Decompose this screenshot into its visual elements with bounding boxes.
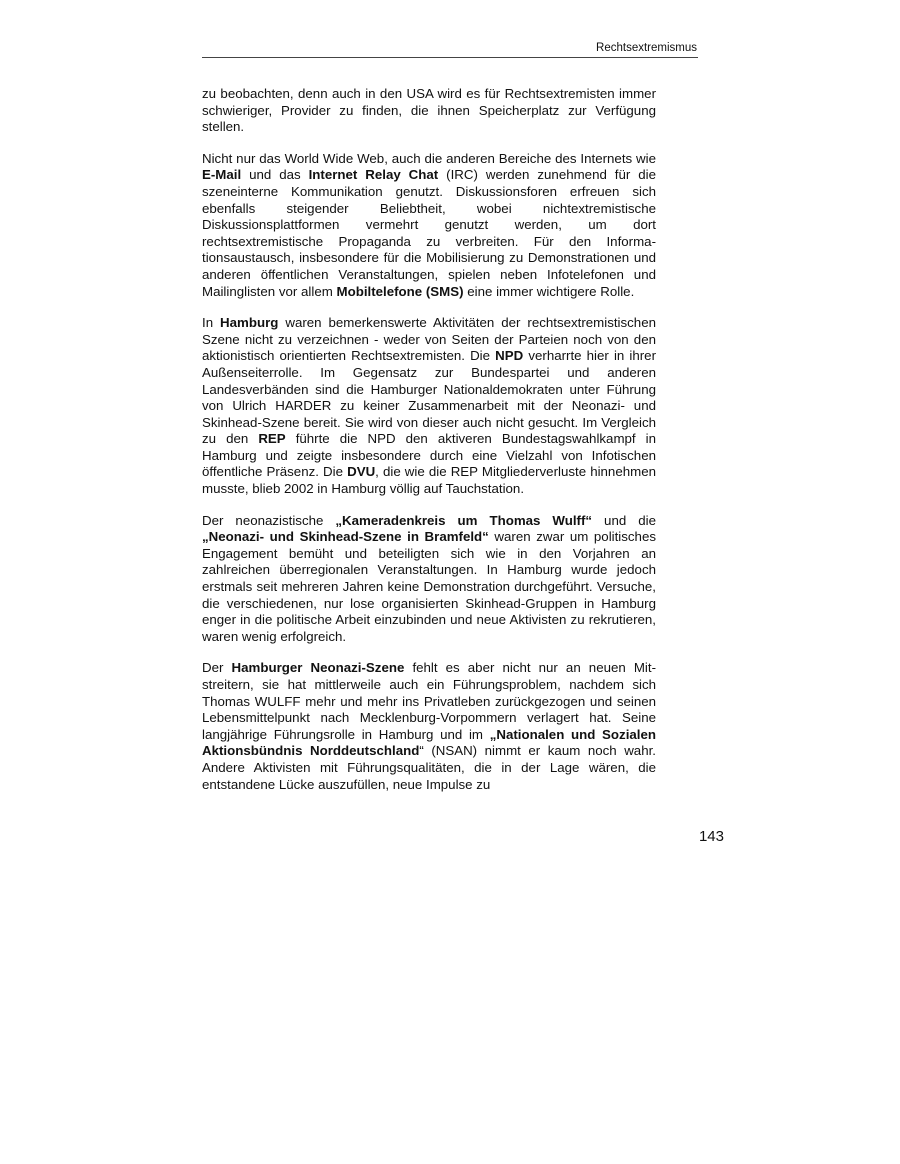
emphasis-npd: NPD bbox=[495, 348, 524, 364]
emphasis-hamburg: Hamburg bbox=[220, 315, 279, 331]
paragraph-4 bbox=[202, 513, 656, 646]
emphasis-bramfeld: „Neonazi- und Skinhead-Szene in Bramfeld“ bbox=[202, 529, 489, 545]
emphasis-irc: Internet Relay Chat bbox=[308, 167, 439, 183]
paragraph-1 bbox=[202, 86, 656, 136]
text-run: zu beobachten, denn auch in den USA wird es für Rechtsextremisten immer schwieriger, Provider zu finden, die ihnen Speicherplatz zur Verfügung stellen. bbox=[202, 86, 656, 135]
emphasis-rep: REP bbox=[258, 431, 286, 447]
emphasis-sms: Mobiltelefone (SMS) bbox=[336, 283, 464, 299]
text-run: Der neonazistische bbox=[202, 512, 336, 528]
paragraph-3 bbox=[202, 315, 656, 498]
paragraph-2 bbox=[202, 151, 656, 300]
text-run: “ (NSAN) nimmt er kaum noch wahr. Andere Aktivisten mit Führungsqualitäten, die in der Lage wären, die entstandene Lücke auszufüllen, neue Impulse zu bbox=[202, 743, 656, 792]
running-header bbox=[202, 41, 698, 58]
text-run: waren bemerkenswerte Aktivitäten der rechtsextremistischen Szene nicht zu verzeichnen - weder von Seiten der Parteien noch von den aktionistisch orientierten Rechtsextremisten. Die bbox=[202, 315, 656, 364]
emphasis-email: E-Mail bbox=[202, 167, 242, 183]
text-run: Nicht nur das World Wide Web, auch die anderen Bereiche des Internets wie bbox=[202, 150, 656, 166]
text-run: und das bbox=[241, 167, 309, 183]
header-title: Rechtsextremismus bbox=[596, 42, 697, 54]
text-run: Der bbox=[202, 660, 232, 676]
body-text bbox=[202, 86, 656, 808]
text-run: In bbox=[202, 315, 221, 331]
emphasis-kameradenkreis: „Kameradenkreis um Thomas Wulff“ bbox=[335, 512, 593, 528]
text-run: fehlt es aber nicht nur an neuen Mitstreitern, sie hat mittlerweile auch ein Führungsproblem, nachdem sich Thomas WULFF mehr und mehr ins Privatleben zurückgezogen und seinen Lebensmittelpunkt nach Mecklenburg-Vorpommern verlagert hat. Seine langjährige Führungsrolle in Hamburg und im bbox=[202, 660, 657, 742]
text-run: verharrte hier in ihrer Außenseiterrolle. Im Gegensatz zur Bundespartei und anderen Landesverbänden sind die Hamburger Nationaldemokraten unter Führung von Ulrich HARDER zu keiner Zusammenarbeit mit der Neonazi- und Skinhead-Szene bereit. Sie wird von dieser auch nicht gesucht. Im Vergleich zu den bbox=[202, 348, 657, 447]
page-number: 143 bbox=[698, 828, 724, 845]
emphasis-dvu: DVU bbox=[347, 464, 376, 480]
text-run: führte die NPD den aktiveren Bundestagswahlkampf in Hamburg und zeigte insbesondere durch eine Vielzahl von Infotischen öffentliche Präsenz. Die bbox=[202, 431, 656, 480]
text-run: , die wie die REP Mitgliederverluste hinnehmen musste, blieb 2002 in Hamburg völlig auf Tauchstation. bbox=[202, 464, 656, 497]
text-run: (IRC) werden zunehmend für die szeneinterne Kommunikation genutzt. Diskussionsforen erfreuen sich ebenfalls steigender Beliebtheit, wobei nichtextremistische Diskussionsplattformen vermehrt genutzt werden, um dort rechtsextremistische Propaganda zu verbreiten. Für den Informationsaustausch, insbesondere für die Mobilisierung zu Demonstrationen und anderen öffentlichen Veranstaltungen, spielen neben Infotelefonen und Mailinglisten vor allem bbox=[202, 167, 656, 299]
paragraph-5 bbox=[202, 660, 656, 793]
text-run: und die bbox=[592, 512, 656, 528]
text-run: waren zwar um politisches Engagement bemüht und beteiligten sich wie in den Vorjahren an zahlreichen überregionalen Veranstaltungen. In Hamburg wurde jedoch erstmals seit mehreren Jahren keine Demonstration durchgeführt. Versuche, die verschiedenen, nur lose organisierten Skinhead-Gruppen in Hamburg enger in die politische Arbeit einzubinden und neue Aktivisten zu rekrutieren, waren wenig erfolgreich. bbox=[202, 529, 656, 644]
emphasis-neonazi-szene: Hamburger Neonazi-Szene bbox=[231, 660, 405, 676]
emphasis-nsan: „Nationalen und Sozialen Aktionsbündnis Norddeutschland bbox=[202, 726, 656, 759]
text-run: eine immer wichtigere Rolle. bbox=[463, 283, 635, 299]
